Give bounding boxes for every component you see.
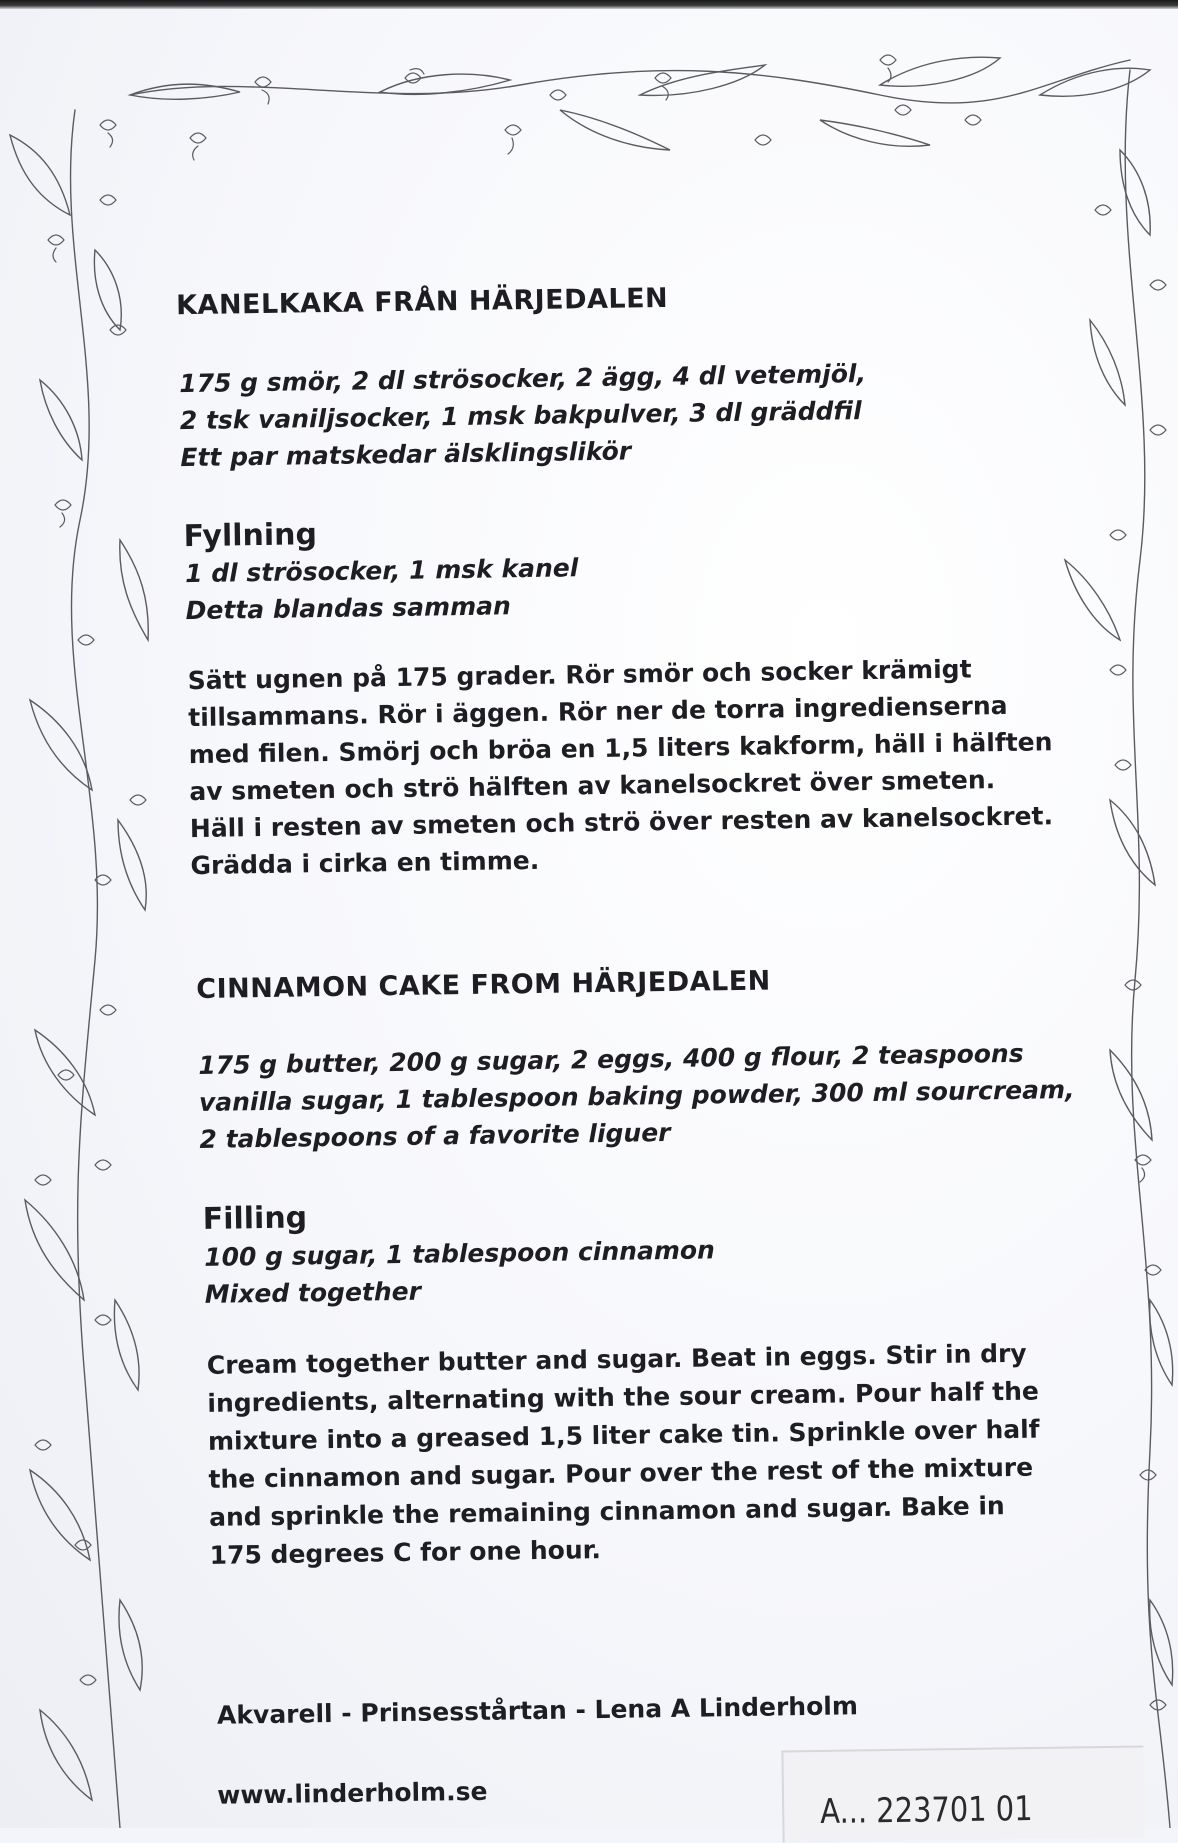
website-url: www.linderholm.se bbox=[217, 1776, 488, 1810]
swedish-title: KANELKAKA FRÅN HÄRJEDALEN bbox=[175, 282, 669, 322]
english-filling-heading: Filling bbox=[202, 1200, 308, 1237]
english-ingredient-line: vanilla sugar, 1 tablespoon baking powder, 300 ml sourcream, bbox=[198, 1074, 1075, 1117]
swedish-ingredient-line: 2 tsk vaniljsocker, 1 msk bakpulver, 3 dl gräddfil bbox=[179, 396, 862, 436]
swedish-instruction-line: Sätt ugnen på 175 grader. Rör smör och socker krämigt bbox=[187, 654, 972, 696]
english-instruction-line: 175 degrees C for one hour. bbox=[209, 1535, 602, 1570]
english-instruction-line: mixture into a greased 1,5 liter cake tin. Sprinkle over half bbox=[207, 1414, 1040, 1456]
swedish-instruction-line: med filen. Smörj och bröa en 1,5 liters kakform, häll i hälften bbox=[188, 727, 1053, 770]
english-instruction-line: ingredients, alternating with the sour cream. Pour half the bbox=[207, 1376, 1040, 1418]
english-filling-line: Mixed together bbox=[204, 1276, 422, 1309]
swedish-filling-heading: Fyllning bbox=[183, 517, 318, 555]
english-instruction-line: Cream together butter and sugar. Beat in eggs. Stir in dry bbox=[206, 1338, 1027, 1380]
swedish-filling-line: Detta blandas samman bbox=[185, 591, 512, 626]
swedish-instruction-line: av smeten och strö hälften av kanelsockret över smeten. bbox=[189, 765, 996, 807]
english-filling-line: 100 g sugar, 1 tablespoon cinnamon bbox=[204, 1235, 716, 1272]
english-ingredient-line: 175 g butter, 200 g sugar, 2 eggs, 400 g flour, 2 teaspoons bbox=[198, 1038, 1024, 1080]
swedish-instruction-line: Häll i resten av smeten och strö över resten av kanelsockret. bbox=[189, 801, 1054, 844]
artist-credit: Akvarell - Prinsesstårtan - Lena A Linderholm bbox=[216, 1691, 859, 1730]
swedish-instruction-line: tillsammans. Rör i äggen. Rör ner de torra ingredienserna bbox=[188, 690, 1008, 733]
english-instruction-line: and sprinkle the remaining cinnamon and sugar. Bake in bbox=[208, 1491, 1005, 1532]
swedish-filling-line: 1 dl strösocker, 1 msk kanel bbox=[184, 553, 579, 589]
swedish-ingredient-line: Ett par matskedar älsklingslikör bbox=[180, 436, 632, 473]
article-number: A... 223701 01 bbox=[820, 1789, 1033, 1832]
english-instruction-line: the cinnamon and sugar. Pour over the rest of the mixture bbox=[208, 1452, 1034, 1494]
english-title: CINNAMON CAKE FROM HÄRJEDALEN bbox=[196, 965, 771, 1005]
swedish-ingredient-line: 175 g smör, 2 dl strösocker, 2 ägg, 4 dl vetemjöl, bbox=[179, 358, 867, 399]
english-ingredient-line: 2 tablespoons of a favorite liguer bbox=[199, 1117, 671, 1154]
swedish-instruction-line: Grädda i cirka en timme. bbox=[190, 845, 540, 881]
